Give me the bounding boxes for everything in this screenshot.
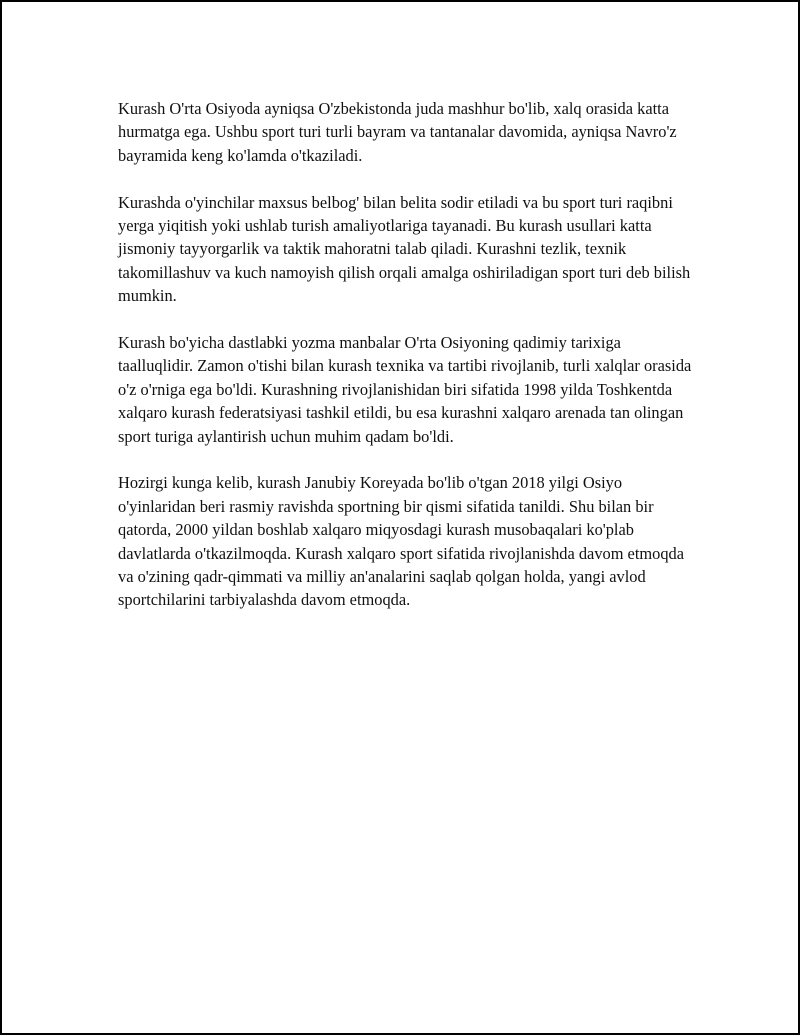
paragraph-3: Kurash bo'yicha dastlabki yozma manbalar O'rta Osiyoning qadimiy tarixiga taalluqlidir. Zamon o'tishi bilan kurash texnika va tartibi rivojlanib, turli xalqlar orasida o'z o'rniga ega bo'ldi. Kurashning rivojlanishidan biri sifatida 1998 yilda Toshkentda xalqaro kurash federatsiyasi tashkil etildi, bu esa kurashni xalqaro arenada tan olingan sport turiga aylantirish uchun muhim qadam bo'ldi. xyxy=(118,333,692,446)
paragraph-2: Kurashda o'yinchilar maxsus belbog' bilan belita sodir etiladi va bu sport turi raqibni yerga yiqitish yoki ushlab turish amaliyotlariga tayanadi. Bu kurash usullari katta jismoniy tayyorgarlik va taktik mahoratni talab qiladi. Kurashni tezlik, texnik takomillashuv va kuch namoyish qilish orqali amalga oshiriladigan sport turi deb bilish mumkin. xyxy=(118,192,691,306)
document-body xyxy=(118,97,698,635)
paragraph-1: Kurash O'rta Osiyoda ayniqsa O'zbekistonda juda mashhur bo'lib, xalq orasida katta hurmatga ega. Ushbu sport turi turli bayram va tantanalar davomida, ayniqsa Navro'z bayramida keng ko'lamda o'tkaziladi. xyxy=(118,99,677,165)
paragraph-4: Hozirgi kunga kelib, kurash Janubiy Koreyada bo'lib o'tgan 2018 yilgi Osiyo o'yinlaridan beri rasmiy ravishda sportning bir qismi sifatida tanildi. Shu bilan bir qatorda, 2000 yildan boshlab xalqaro miqyosdagi kurash musobaqalari ko'plab davlatlarda o'tkazilmoqda. Kurash xalqaro sport sifatida rivojlanishda davom etmoqda va o'zining qadr-qimmati va milliy an'analarini saqlab qolgan holda, yangi avlod sportchilarini tarbiyalashda davom etmoqda. xyxy=(118,473,684,610)
